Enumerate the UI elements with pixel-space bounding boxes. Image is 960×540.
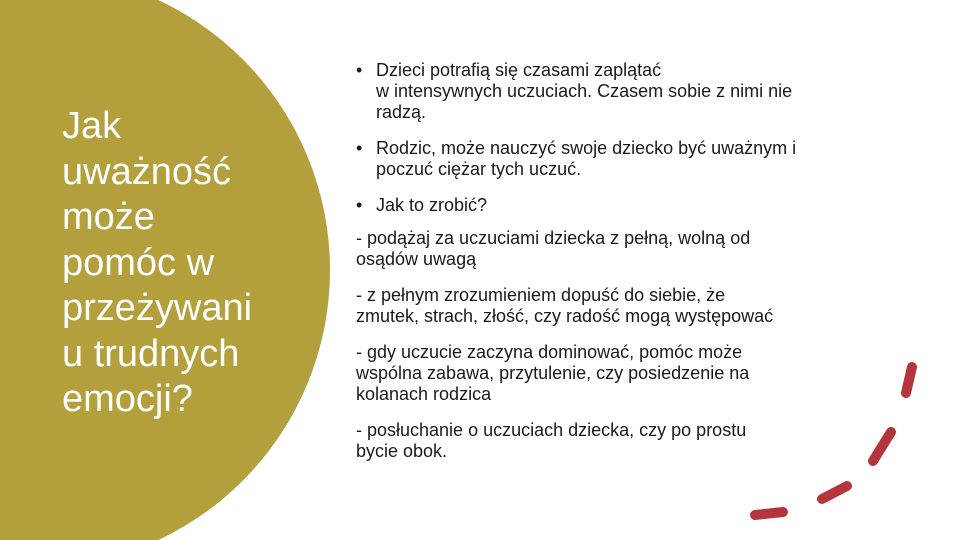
tip-paragraph: - podążaj za uczuciami dziecka z pełną, wolną od osądów uwagą <box>356 228 751 269</box>
bullet-item: • Rodzic, może nauczyć swoje dziecko być uważnym i poczuć ciężar tych uczuć. <box>356 138 896 180</box>
bullet-list <box>356 60 896 216</box>
bullet-item: • Dzieci potrafią się czasami zaplątać w intensywnych uczuciach. Czasem sobie z nimi nie radzą. <box>356 60 896 123</box>
tip-paragraph: - gdy uczucie zaczyna dominować, pomóc może wspólna zabawa, przytulenie, czy posiedzenie na kolanach rodzica <box>356 342 750 404</box>
tip-paragraph: - posłuchanie o uczuciach dziecka, czy po prostu bycie obok. <box>356 420 747 461</box>
tip-paragraph: - z pełnym zrozumieniem dopuść do siebie, że zmutek, strach, złość, czy radość mogą występować <box>356 285 774 326</box>
slide-content <box>356 60 896 477</box>
bullet-item: • Jak to zrobić? <box>356 195 896 216</box>
slide-title: Jak uważność może pomóc w przeżywani u trudnych emocji? <box>62 105 253 420</box>
